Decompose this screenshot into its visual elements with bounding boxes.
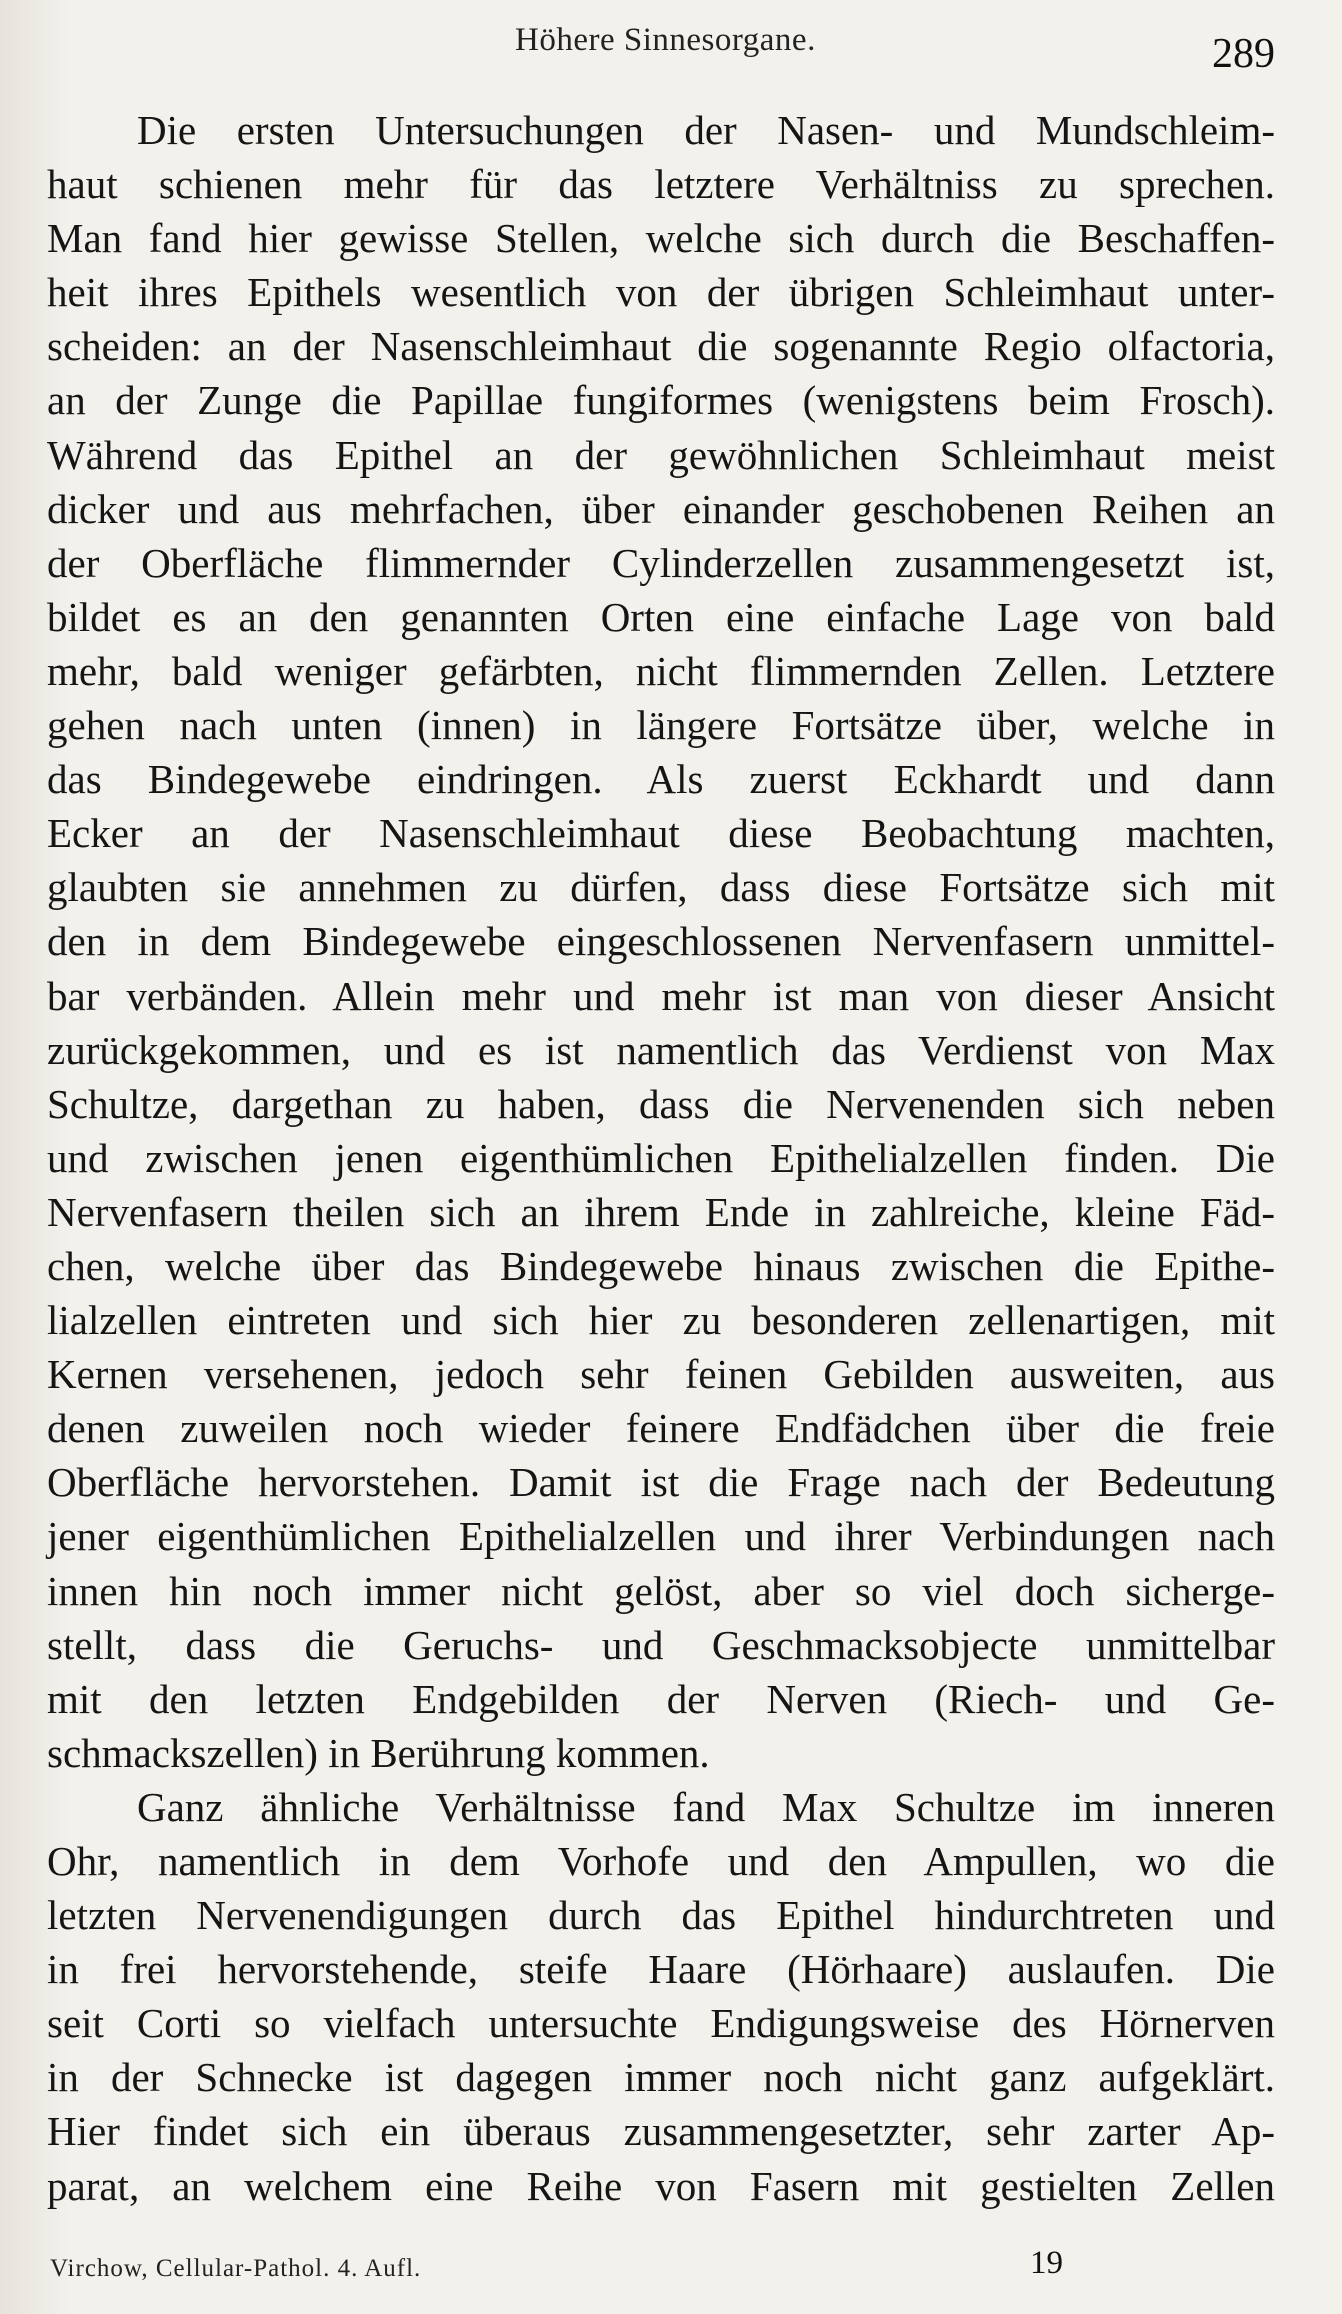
text-line: dicker und aus mehrfachen, über einander geschobenen Reihen an — [47, 485, 1275, 532]
text-line: parat, an welchem eine Reihe von Fasern mit gestielten Zellen — [47, 2162, 1275, 2209]
text-line: in frei hervorstehende, steife Haare (Hörhaare) auslaufen. Die — [47, 1946, 1275, 1993]
text-line: mehr, bald weniger gefärbten, nicht flimmernden Zellen. Letztere — [47, 647, 1275, 694]
text-line: haut schienen mehr für das letztere Verhältniss zu sprechen. — [47, 161, 1275, 208]
text-line: an der Zunge die Papillae fungiformes (wenigstens beim Frosch). — [47, 377, 1275, 424]
text-line: der Oberfläche flimmernder Cylinderzellen zusammengesetzt ist, — [47, 539, 1275, 586]
text-line: innen hin noch immer nicht gelöst, aber so viel doch sicherge- — [47, 1567, 1275, 1614]
sheet-number: 19 — [1030, 2245, 1063, 2281]
text-line: gehen nach unten (innen) in längere Fortsätze über, welche in — [47, 702, 1275, 749]
text-line: glaubten sie annehmen zu dürfen, dass diese Fortsätze sich mit — [47, 864, 1275, 911]
text-line: denen zuweilen noch wieder feinere Endfädchen über die freie — [47, 1405, 1275, 1452]
text-line: Ganz ähnliche Verhältnisse fand Max Schultze im inneren — [137, 1783, 1275, 1830]
text-line: zurückgekommen, und es ist namentlich das Verdienst von Max — [47, 1026, 1275, 1073]
text-line: bildet es an den genannten Orten eine einfache Lage von bald — [47, 593, 1275, 640]
text-line: in der Schnecke ist dagegen immer noch nicht ganz aufgeklärt. — [47, 2054, 1275, 2101]
text-line: schmackszellen) in Berührung kommen. — [47, 1729, 710, 1776]
text-line: Nervenfasern theilen sich an ihrem Ende in zahlreiche, kleine Fäd- — [47, 1188, 1275, 1235]
text-line: Hier findet sich ein überaus zusammengesetzter, sehr zarter Ap- — [47, 2108, 1275, 2155]
text-line: stellt, dass die Geruchs- und Geschmacksobjecte unmittelbar — [47, 1621, 1275, 1668]
text-line: jener eigenthümlichen Epithelialzellen und ihrer Verbindungen nach — [47, 1513, 1275, 1560]
running-title: Höhere Sinnesorgane. — [515, 22, 816, 58]
paragraph-1 — [47, 103, 1275, 1780]
paragraph-2 — [47, 1780, 1275, 2213]
text-line: das Bindegewebe eindringen. Als zuerst Eckhardt und dann — [47, 756, 1275, 803]
text-line: letzten Nervenendigungen durch das Epithel hindurchtreten und — [47, 1892, 1275, 1939]
text-line: und zwischen jenen eigenthümlichen Epithelialzellen finden. Die — [47, 1134, 1275, 1181]
text-line: Während das Epithel an der gewöhnlichen Schleimhaut meist — [47, 431, 1275, 478]
text-line: Kernen versehenen, jedoch sehr feinen Gebilden ausweiten, aus — [47, 1351, 1275, 1398]
text-line: seit Corti so vielfach untersuchte Endigungsweise des Hörnerven — [47, 2000, 1275, 2047]
printer-signature-line: Virchow, Cellular-Pathol. 4. Aufl. — [50, 2255, 422, 2282]
text-line: Ohr, namentlich in dem Vorhofe und den Ampullen, wo die — [47, 1838, 1275, 1884]
text-line: chen, welche über das Bindegewebe hinaus zwischen die Epithe- — [47, 1242, 1275, 1289]
text-line: scheiden: an der Nasenschleimhaut die sogenannte Regio olfactoria, — [47, 323, 1275, 370]
text-line: den in dem Bindegewebe eingeschlossenen Nervenfasern unmittel- — [47, 918, 1275, 965]
text-line: Schultze, dargethan zu haben, dass die Nervenenden sich neben — [47, 1080, 1275, 1127]
text-line: heit ihres Epithels wesentlich von der übrigen Schleimhaut unter- — [47, 269, 1275, 316]
page-number: 289 — [1212, 31, 1275, 77]
text-line: Man fand hier gewisse Stellen, welche sich durch die Beschaffen- — [47, 215, 1275, 262]
text-line: Oberfläche hervorstehen. Damit ist die Frage nach der Bedeutung — [47, 1459, 1275, 1506]
body-text — [47, 103, 1275, 2213]
text-line: Die ersten Untersuchungen der Nasen- und Mundschleim- — [137, 107, 1275, 153]
text-line: Ecker an der Nasenschleimhaut diese Beobachtung machten, — [47, 810, 1275, 857]
text-line: mit den letzten Endgebilden der Nerven (Riech- und Ge- — [47, 1675, 1275, 1722]
text-line: bar verbänden. Allein mehr und mehr ist man von dieser Ansicht — [47, 972, 1275, 1019]
text-line: lialzellen eintreten und sich hier zu besonderen zellenartigen, mit — [47, 1297, 1275, 1344]
